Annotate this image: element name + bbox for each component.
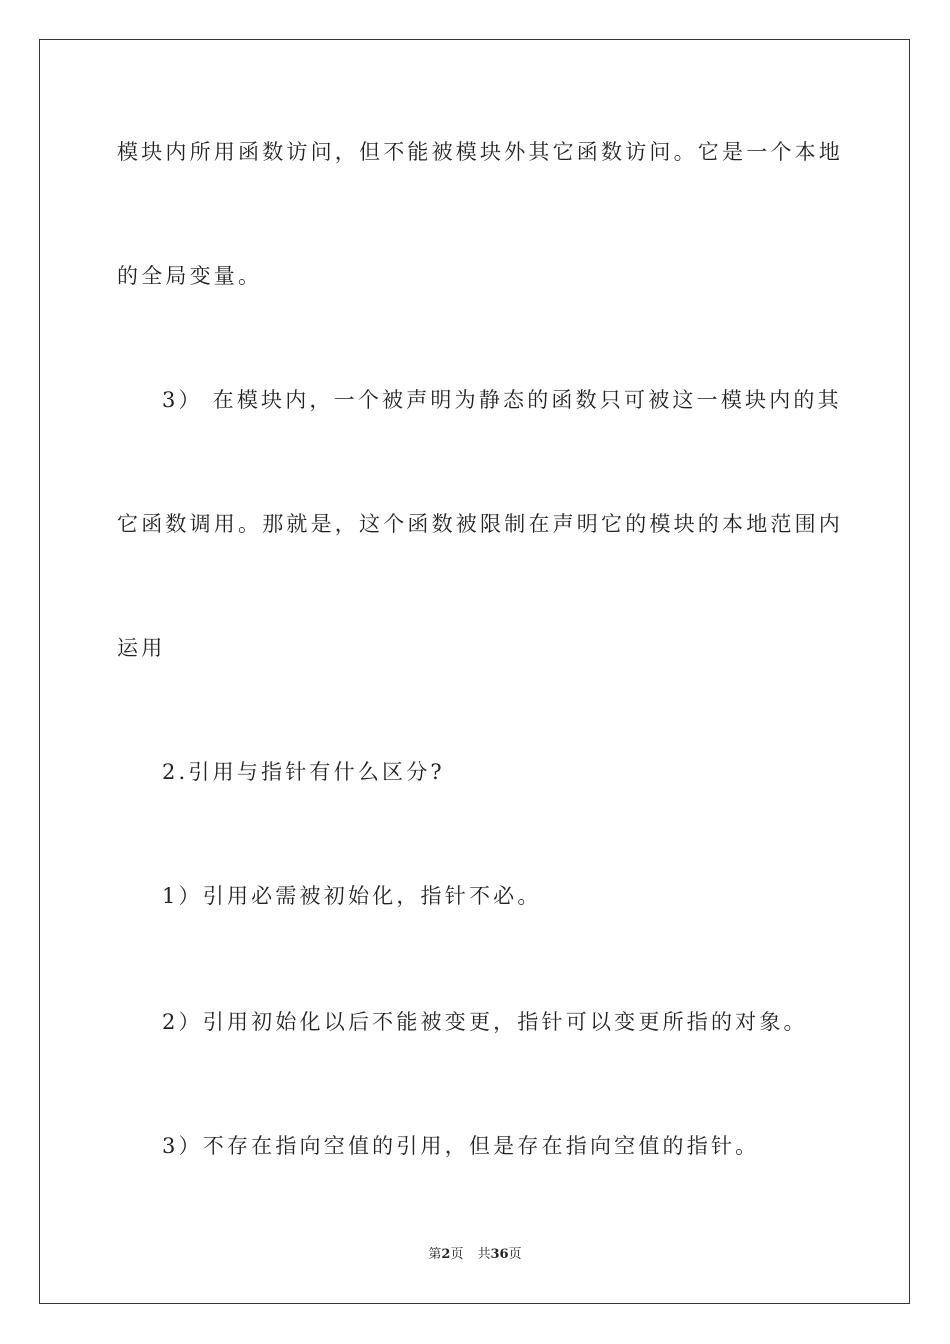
footer-total-suffix: 页 xyxy=(508,1247,522,1262)
paragraph-line-2: 的全局变量。 xyxy=(117,264,263,288)
question-heading: 2.引用与指针有什么区分? xyxy=(162,760,445,784)
page-footer xyxy=(0,1247,950,1263)
footer-page-number: 2 xyxy=(441,1247,451,1262)
paragraph-line-3: 3） 在模块内，一个被声明为静态的函数只可被这一模块内的其 xyxy=(162,388,842,412)
answer-item-1: 1）引用必需被初始化，指针不必。 xyxy=(162,884,542,908)
answer-item-3: 3）不存在指向空值的引用，但是存在指向空值的指针。 xyxy=(162,1134,760,1158)
paragraph-line-5: 运用 xyxy=(117,636,166,660)
paragraph-line-4: 它函数调用。那就是，这个函数被限制在声明它的模块的本地范围内 xyxy=(117,512,843,536)
page-frame xyxy=(39,39,910,1304)
footer-total-pages: 36 xyxy=(490,1247,509,1262)
paragraph-line-1: 模块内所用函数访问，但不能被模块外其它函数访问。它是一个本地 xyxy=(117,140,843,164)
footer-page-prefix: 第 xyxy=(428,1247,442,1262)
footer-total-prefix: 共 xyxy=(477,1247,491,1262)
answer-item-2: 2）引用初始化以后不能被变更，指针可以变更所指的对象。 xyxy=(162,1010,808,1034)
footer-page-suffix: 页 xyxy=(450,1247,464,1262)
